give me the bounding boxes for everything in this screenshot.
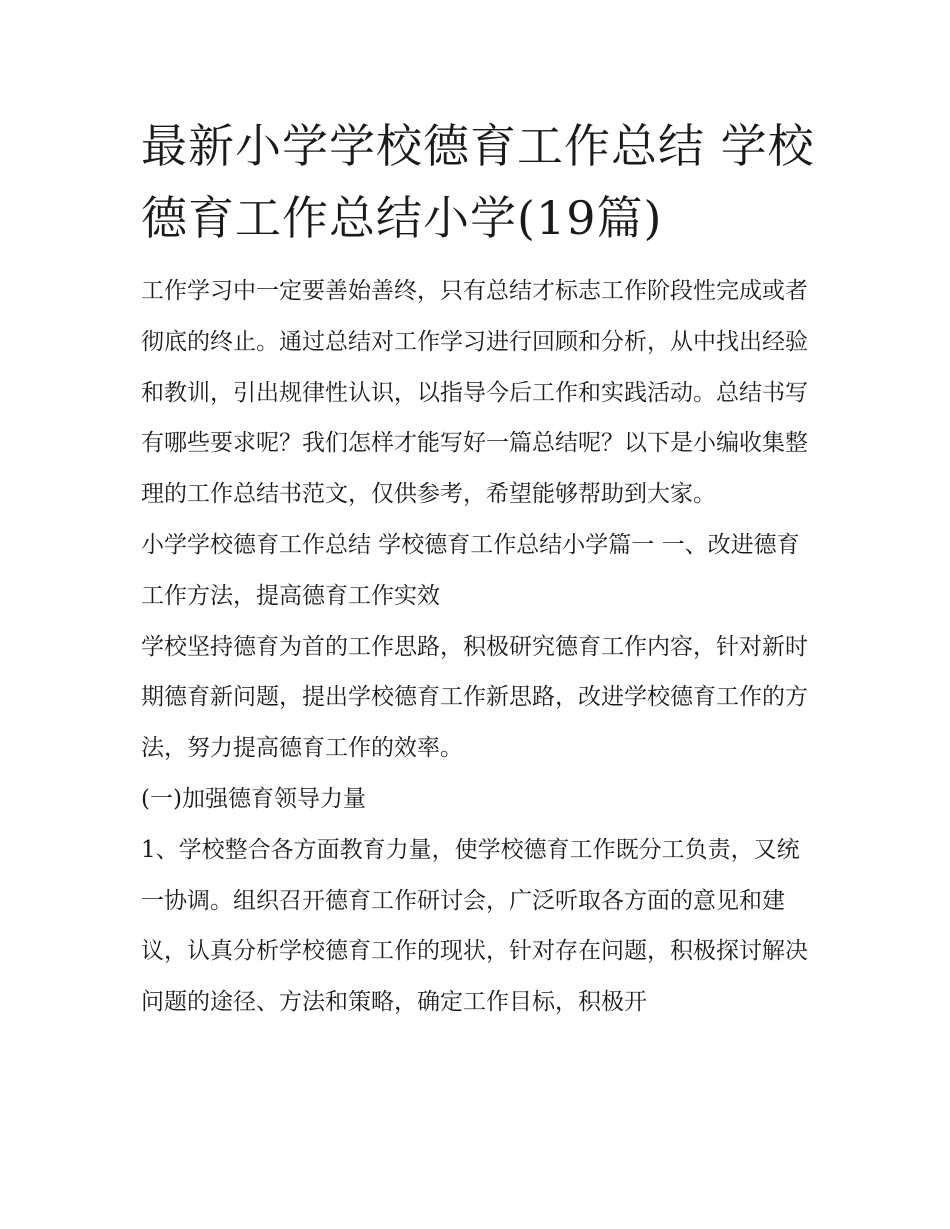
numbered-paragraph: 1、学校整合各方面教育力量，使学校德育工作既分工负责，又统一协调。组织召开德育工作研讨会，广泛听取各方面的意见和建议，认真分析学校德育工作的现状，针对存在问题，积极探讨解决问题的途径、方法和策略，确定工作目标，积极开	[141, 836, 808, 1016]
intro-paragraph: 工作学习中一定要善始善终，只有总结才标志工作阶段性完成或者彻底的终止。通过总结对工作学习进行回顾和分析，从中找出经验和教训，引出规律性认识，以指导今后工作和实践活动。总结书写有哪些要求呢？我们怎样才能写好一篇总结呢？以下是小编收集整理的工作总结书范文，仅供参考，希望能够帮助到大家。	[141, 278, 808, 508]
document-title: 最新小学学校德育工作总结 学校德育工作总结小学(19篇)	[141, 119, 815, 245]
document-body	[141, 110, 816, 1028]
subsection-heading: (一)加强德育领导力量	[141, 785, 366, 812]
section-heading: 小学学校德育工作总结 学校德育工作总结小学篇一 一、改进德育工作方法，提高德育工作实效	[141, 531, 800, 609]
body-paragraph: 学校坚持德育为首的工作思路，积极研究德育工作内容，针对新时期德育新问题，提出学校德育工作新思路，改进学校德育工作的方法，努力提高德育工作的效率。	[141, 633, 808, 762]
